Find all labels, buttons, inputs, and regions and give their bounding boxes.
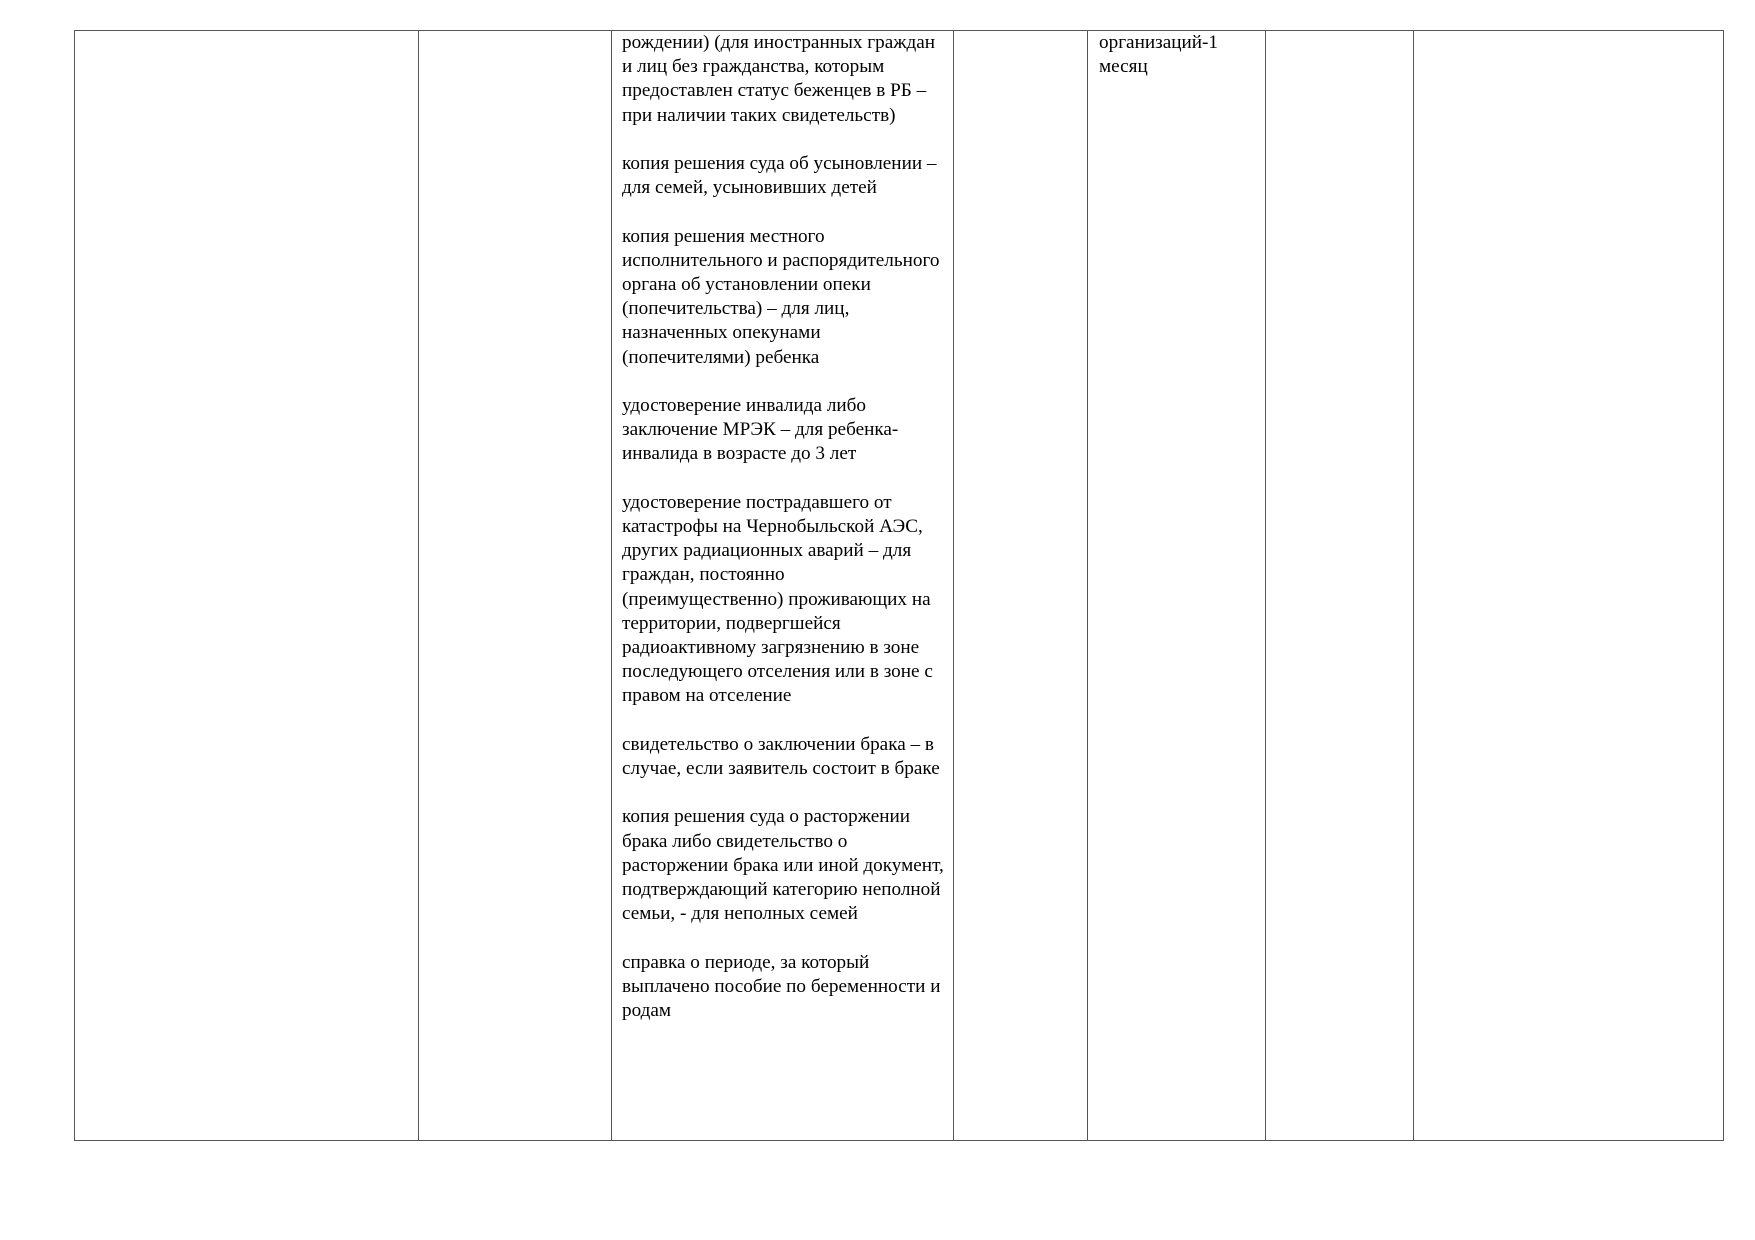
document-paragraph: удостоверение пострадавшего от катастрофы на Чернобыльской АЭС, других радиационных аварий – для граждан, постоянно (преимущественно) проживающих на территории, подвергшейся радиоактивному загрязнению в зоне последующего отселения или в зоне с правом на отселение <box>622 491 933 707</box>
document-paragraph: копия решения местного исполнительного и распорядительного органа об установлении опеки (попечительства) – для лиц, назначенных опекунами (попечителями) ребенка <box>622 225 940 368</box>
table-cell-col2 <box>419 31 612 1141</box>
table-cell-col4 <box>954 31 1088 1141</box>
document-paragraph: свидетельство о заключении брака – в случае, если заявитель состоит в браке <box>622 733 940 780</box>
documents-list <box>612 31 953 1023</box>
table-cell-col6 <box>1266 31 1414 1141</box>
table-cell-col7 <box>1414 31 1724 1141</box>
document-paragraph: рождении) (для иностранных граждан и лиц без гражданства, которым предоставлен статус беженцев в РБ – при наличии таких свидетельств) <box>622 32 936 126</box>
document-table <box>74 30 1724 1141</box>
document-paragraph: копия решения суда о расторжении брака либо свидетельство о расторжении брака или иной документ, подтверждающий категорию неполной семьи, - для неполных семей <box>622 806 944 925</box>
table-cell-documents <box>612 31 954 1141</box>
table-cell-col1 <box>75 31 419 1141</box>
term-text: организаций-1 месяц <box>1099 32 1218 78</box>
table-row <box>75 31 1724 1141</box>
document-paragraph: справка о периоде, за который выплачено пособие по беременности и родам <box>622 951 941 1022</box>
table-cell-term <box>1088 31 1266 1141</box>
document-paragraph: удостоверение инвалида либо заключение МРЭК – для ребенка-инвалида в возрасте до 3 лет <box>622 395 899 465</box>
document-paragraph: копия решения суда об усыновлении – для семей, усыновивших детей <box>622 153 937 199</box>
